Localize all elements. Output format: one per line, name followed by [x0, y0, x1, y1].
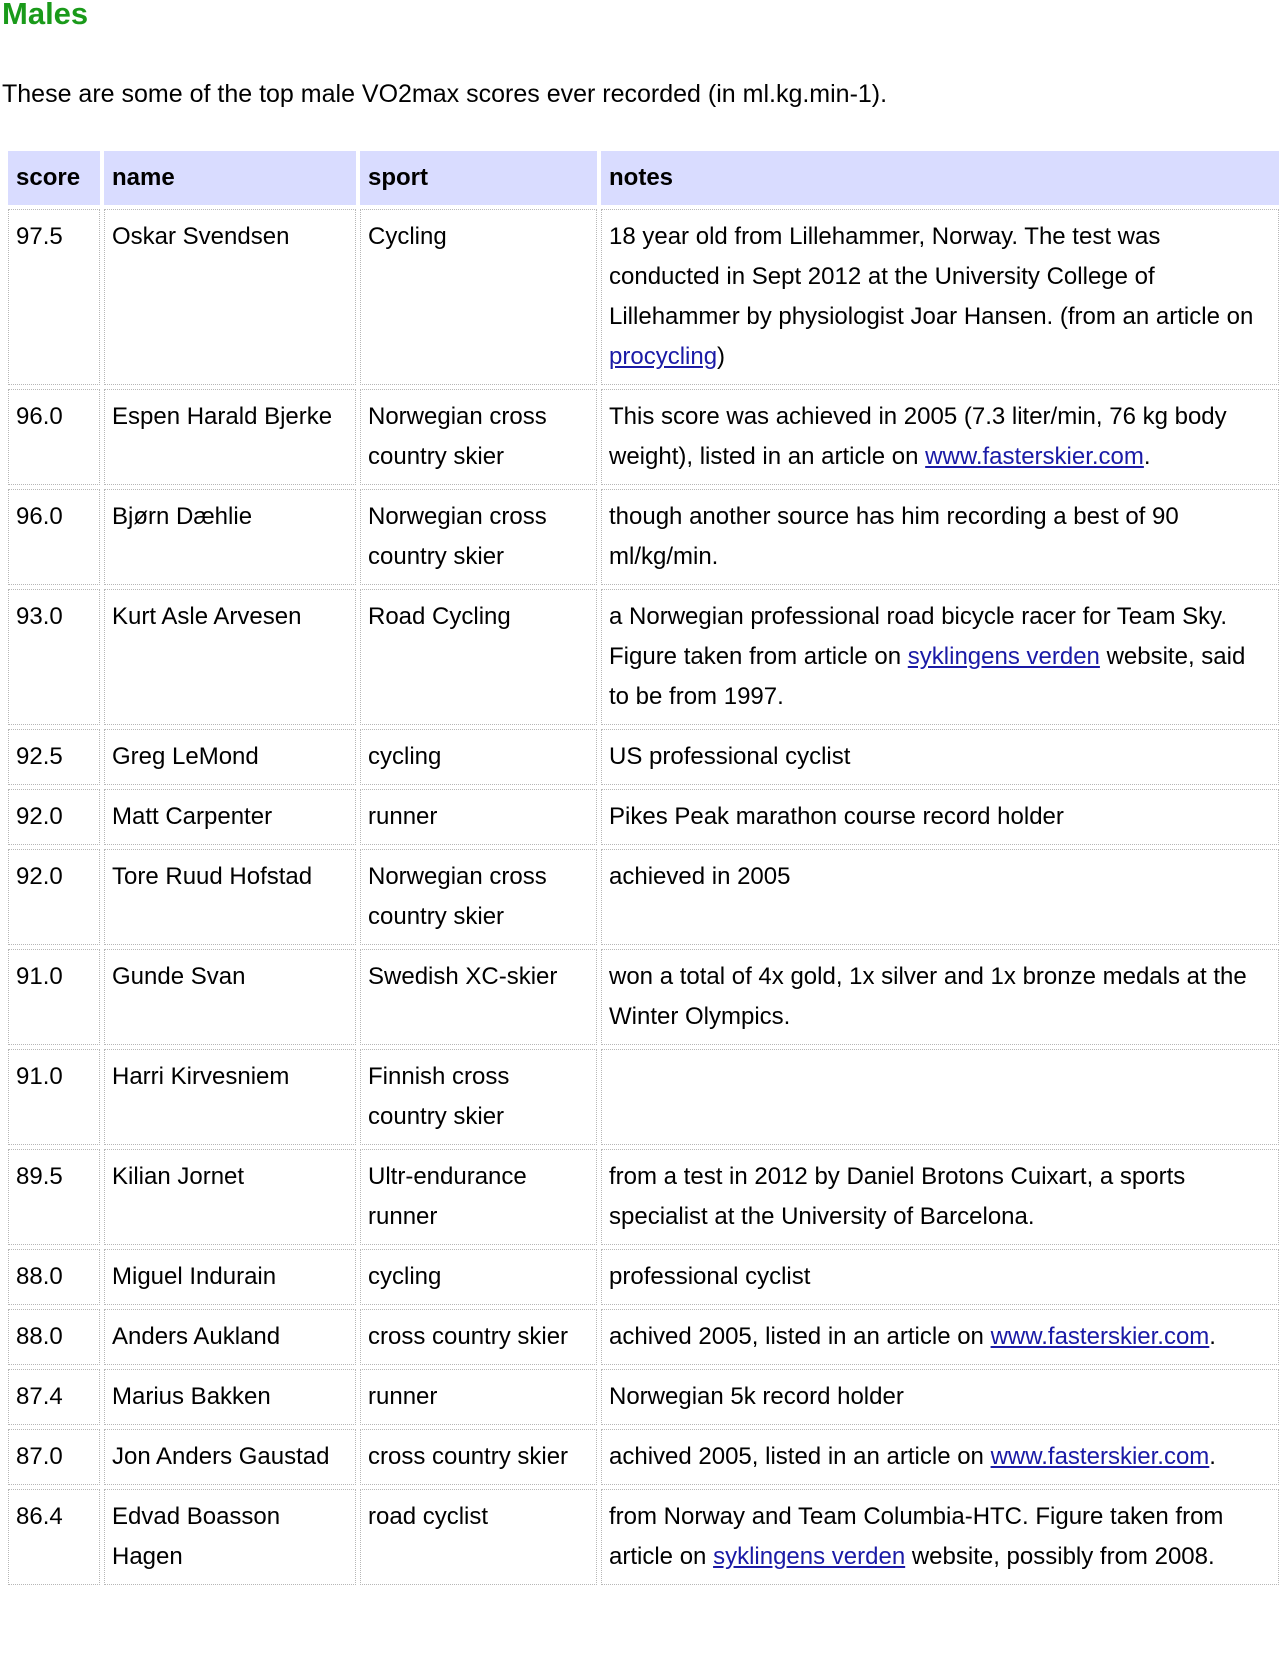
header-sport: sport: [360, 151, 597, 205]
notes-link[interactable]: www.fasterskier.com: [990, 1443, 1210, 1470]
cell-sport: cross country skier: [360, 1309, 597, 1365]
cell-name: Kilian Jornet: [104, 1149, 356, 1245]
cell-score: 88.0: [8, 1309, 100, 1365]
notes-text: Pikes Peak marathon course record holder: [609, 803, 1064, 830]
notes-text: won a total of 4x gold, 1x silver and 1x bronze medals at the Winter Olympics.: [609, 963, 1247, 1030]
cell-notes: [601, 1429, 1279, 1485]
cell-notes: [601, 1049, 1279, 1145]
table-row: [8, 949, 1279, 1045]
cell-sport: Norwegian cross country skier: [360, 389, 597, 485]
notes-link[interactable]: syklingens verden: [713, 1543, 906, 1570]
cell-sport: runner: [360, 789, 597, 845]
cell-sport: Swedish XC-skier: [360, 949, 597, 1045]
table-header-row: [8, 151, 1279, 205]
notes-link[interactable]: www.fasterskier.com: [990, 1323, 1210, 1350]
cell-score: 92.0: [8, 789, 100, 845]
cell-name: Matt Carpenter: [104, 789, 356, 845]
cell-score: 91.0: [8, 949, 100, 1045]
notes-text: .: [1143, 443, 1151, 470]
cell-notes: [601, 1249, 1279, 1305]
notes-link[interactable]: syklingens verden: [907, 643, 1100, 670]
cell-score: 93.0: [8, 589, 100, 725]
table-row: [8, 1049, 1279, 1145]
notes-link[interactable]: www.fasterskier.com: [925, 443, 1144, 470]
header-name: name: [104, 151, 356, 205]
table-row: [8, 1369, 1279, 1425]
cell-name: Kurt Asle Arvesen: [104, 589, 356, 725]
cell-sport: road cyclist: [360, 1489, 597, 1585]
table-row: [8, 1489, 1279, 1585]
cell-notes: [601, 389, 1279, 485]
notes-text: 18 year old from Lillehammer, Norway. The test was conducted in Sept 2012 at the University College of Lillehammer by physiologist Joar Hansen. (from an article on: [609, 223, 1254, 330]
cell-name: Edvad Boasson Hagen: [104, 1489, 356, 1585]
cell-name: Harri Kirvesniem: [104, 1049, 356, 1145]
cell-sport: Road Cycling: [360, 589, 597, 725]
cell-sport: Cycling: [360, 209, 597, 385]
cell-score: 96.0: [8, 489, 100, 585]
cell-sport: runner: [360, 1369, 597, 1425]
notes-text: though another source has him recording a best of 90 ml/kg/min.: [609, 503, 1179, 570]
cell-score: 86.4: [8, 1489, 100, 1585]
cell-notes: [601, 949, 1279, 1045]
notes-text: achived 2005, listed in an article on: [609, 1323, 991, 1350]
table-row: [8, 1249, 1279, 1305]
cell-name: Gunde Svan: [104, 949, 356, 1045]
cell-score: 96.0: [8, 389, 100, 485]
cell-notes: [601, 209, 1279, 385]
cell-sport: Ultr-endurance runner: [360, 1149, 597, 1245]
table-body: [8, 209, 1279, 1585]
cell-name: Espen Harald Bjerke: [104, 389, 356, 485]
cell-name: Greg LeMond: [104, 729, 356, 785]
cell-sport: Norwegian cross country skier: [360, 489, 597, 585]
notes-text: achived 2005, listed in an article on: [609, 1443, 991, 1470]
vo2max-table: [4, 147, 1279, 1589]
cell-notes: [601, 729, 1279, 785]
cell-name: Tore Ruud Hofstad: [104, 849, 356, 945]
table-row: [8, 1309, 1279, 1365]
cell-name: Miguel Indurain: [104, 1249, 356, 1305]
table-row: [8, 589, 1279, 725]
table-row: [8, 209, 1279, 385]
cell-name: Anders Aukland: [104, 1309, 356, 1365]
notes-text: US professional cyclist: [609, 743, 851, 770]
notes-text: professional cyclist: [609, 1263, 811, 1290]
notes-text: ): [717, 343, 726, 370]
cell-name: Marius Bakken: [104, 1369, 356, 1425]
cell-notes: [601, 1489, 1279, 1585]
notes-text: This score was achieved in 2005 (7.3 liter/min, 76 kg body weight), listed in an article on: [609, 403, 1227, 470]
notes-text: from a test in 2012 by Daniel Brotons Cuixart, a sports specialist at the University of Barcelona.: [609, 1163, 1186, 1230]
cell-notes: [601, 789, 1279, 845]
table-row: [8, 389, 1279, 485]
notes-text: from Norway and Team Columbia-HTC. Figure taken from article on: [609, 1503, 1224, 1570]
table-row: [8, 489, 1279, 585]
table-row: [8, 1149, 1279, 1245]
table-row: [8, 1429, 1279, 1485]
cell-name: Bjørn Dæhlie: [104, 489, 356, 585]
header-score: score: [8, 151, 100, 205]
cell-notes: [601, 1369, 1279, 1425]
notes-text: .: [1209, 1323, 1216, 1350]
cell-score: 92.5: [8, 729, 100, 785]
notes-text: website, said to be from 1997.: [609, 643, 1246, 710]
table-row: [8, 849, 1279, 945]
cell-notes: [601, 1149, 1279, 1245]
cell-notes: [601, 589, 1279, 725]
page-heading: Males: [2, 0, 89, 31]
header-notes: notes: [601, 151, 1279, 205]
cell-notes: [601, 1309, 1279, 1365]
cell-name: Oskar Svendsen: [104, 209, 356, 385]
cell-score: 89.5: [8, 1149, 100, 1245]
cell-sport: cycling: [360, 1249, 597, 1305]
notes-text: achieved in 2005: [609, 863, 791, 890]
cell-notes: [601, 489, 1279, 585]
cell-name: Jon Anders Gaustad: [104, 1429, 356, 1485]
cell-score: 92.0: [8, 849, 100, 945]
cell-score: 87.4: [8, 1369, 100, 1425]
cell-score: 87.0: [8, 1429, 100, 1485]
notes-text: .: [1209, 1443, 1216, 1470]
cell-score: 88.0: [8, 1249, 100, 1305]
table-row: [8, 729, 1279, 785]
cell-notes: [601, 849, 1279, 945]
notes-text: Norwegian 5k record holder: [609, 1383, 904, 1410]
cell-sport: Norwegian cross country skier: [360, 849, 597, 945]
cell-sport: cross country skier: [360, 1429, 597, 1485]
cell-sport: Finnish cross country skier: [360, 1049, 597, 1145]
notes-link[interactable]: procycling: [609, 343, 718, 370]
cell-sport: cycling: [360, 729, 597, 785]
cell-score: 91.0: [8, 1049, 100, 1145]
notes-text: website, possibly from 2008.: [905, 1543, 1215, 1570]
notes-text: a Norwegian professional road bicycle racer for Team Sky. Figure taken from article on: [609, 603, 1228, 670]
table-row: [8, 789, 1279, 845]
intro-paragraph: These are some of the top male VO2max scores ever recorded (in ml.kg.min-1).: [2, 80, 888, 108]
cell-score: 97.5: [8, 209, 100, 385]
